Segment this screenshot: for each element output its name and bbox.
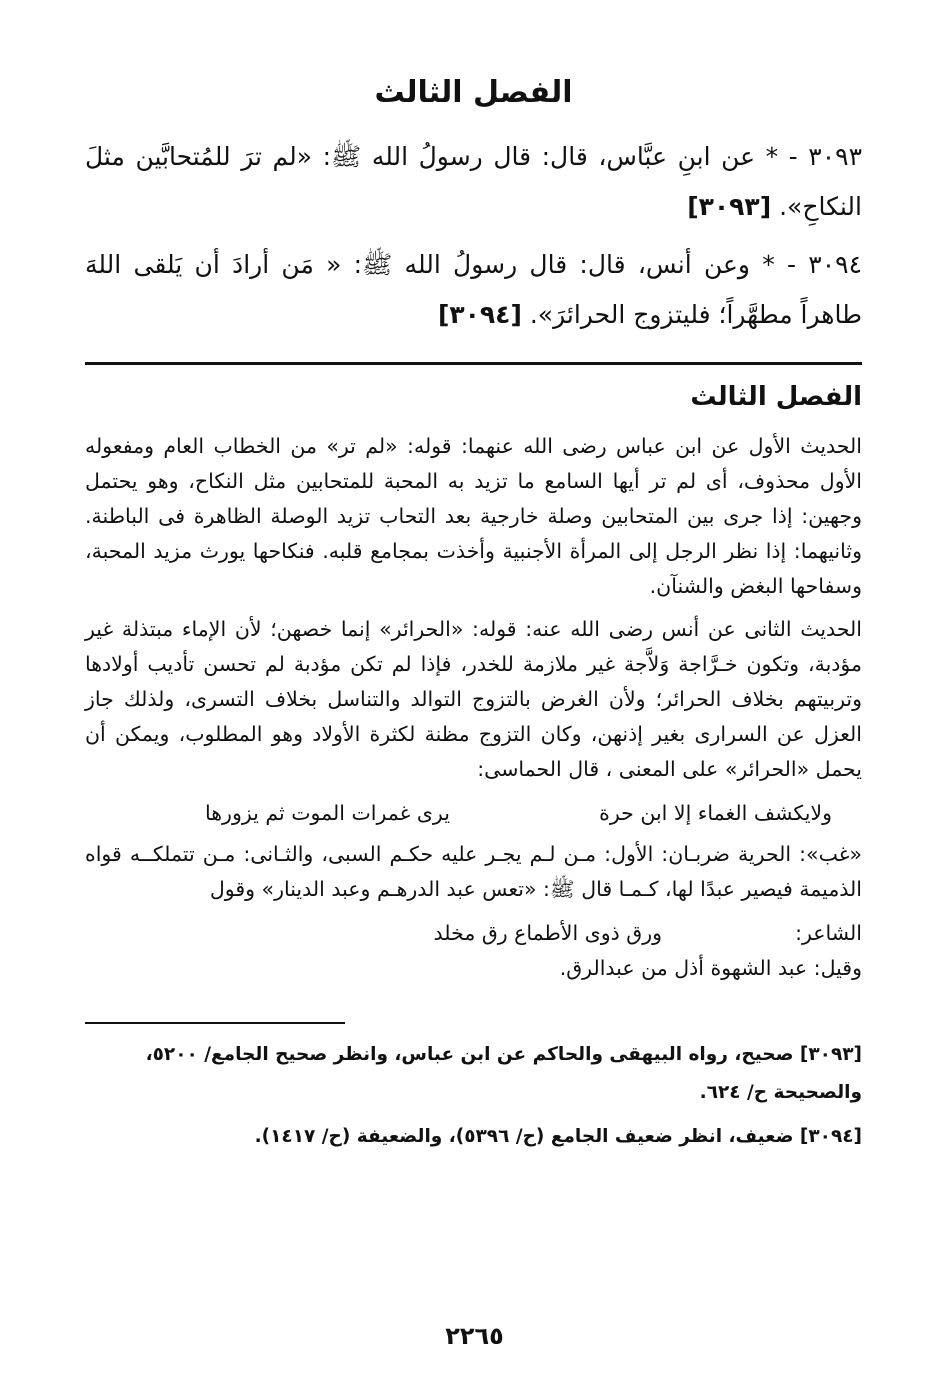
poet-line bbox=[85, 915, 862, 951]
hadith-text: ٣٠٩٤ - * وعن أنس، قال: قال رسولُ الله ﷺ: « مَن أرادَ أن يَلقى اللهَ طاهراً مطهَّراً؛ فليتزوج الحرائرَ». bbox=[85, 250, 862, 329]
footnote: [٣٠٩٤] ضعيف، انظر ضعيف الجامع (ح/ ٥٣٩٦)، والضعيفة (ح/ ١٤١٧). bbox=[254, 1126, 862, 1147]
chapter-title: الفصل الثالث bbox=[374, 75, 573, 110]
commentary-paragraph-4: وقيل: عبد الشهوة أذل من عبدالرق. bbox=[559, 956, 862, 980]
commentary-paragraph-3: «غب»: الحرية ضربـان: الأول: مـن لـم يجـر عليه حكـم السبى، والثـانى: مـن تتملكــه قواه الذميمة فيصير عبدًا لها، كـمـا قال ﷺ: «تعس عبد الدرهـم وعبد الدينار» وقول bbox=[85, 842, 862, 901]
commentary-paragraph-2: الحديث الثانى عن أنس رضى الله عنه: قوله: «الحرائر» إنما خصهن؛ لأن الإماء مبتذلة غير مؤدبة، وتكون خـرَّاجة وَلاَّجة غير ملازمة للخدر، فإذا لم تكن مؤدبة لم تحسن تأديب أولادها وتربيتهم بخلاف الحرائر؛ ولأن الغرض بالتزوج التوالد والتناسل بخلاف التسرى، ولذلك جاز العزل عن السرارى بغير إذنهن، وكان التزوج مظنة لكثرة الأولاد وهو المطلوب، ويمكن أن يحمل «الحرائر» على المعنى ، قال الحماسى: bbox=[85, 617, 862, 781]
poet-label: الشاعر: bbox=[795, 921, 862, 945]
section-divider bbox=[85, 362, 862, 365]
hadith-3093 bbox=[85, 132, 862, 232]
verse-first-hemistich: ولايكشف الغماء إلا ابن حرة bbox=[599, 801, 832, 825]
footnote-divider bbox=[85, 1022, 345, 1024]
page-number: ٢٢٦٥ bbox=[445, 1322, 504, 1350]
hadith-ref: [٣٠٩٤] bbox=[437, 300, 522, 329]
hadith-text: ٣٠٩٣ - * عن ابنِ عبَّاس، قال: قال رسولُ الله ﷺ: «لم ترَ للمُتحابَّين مثلَ النكاحِ». bbox=[85, 142, 862, 221]
commentary-title: الفصل الثالث bbox=[690, 382, 862, 412]
footnote: [٣٠٩٣] صحيح، رواه البيهقى والحاكم عن ابن عباس، وانظر صحيح الجامع/ ٥٢٠٠، والصحيحة ح/ ٦٢٤. bbox=[145, 1044, 862, 1103]
poetry-verse bbox=[85, 795, 862, 831]
poet-verse: ورق ذوى الأطماع رق مخلد bbox=[433, 921, 662, 945]
commentary-paragraph-1: الحديث الأول عن ابن عباس رضى الله عنهما: قوله: «لم تر» من الخطاب العام ومفعوله الأول محذوف، أى لم تر أيها السامع ما تزيد به المحبة للمتحابين مثل النكاح، وهو يحتمل وجهين: إذا جرى بين المتحابين وصلة خارجية بعد التحاب تزيد الوصلة الظاهرة فى الباطنة. وثانيهما: إذا نظر الرجل إلى المرأة الأجنبية وأخذت بمجامع قلبه. فنكاحها يورث مزيد المحبة، وسفاحها البغض والشنآن. bbox=[85, 434, 862, 598]
hadith-ref: [٣٠٩٣] bbox=[687, 192, 772, 221]
hadith-3094 bbox=[85, 240, 862, 340]
page-body bbox=[85, 70, 862, 1162]
verse-second-hemistich: يرى غمرات الموت ثم يزورها bbox=[205, 801, 450, 825]
